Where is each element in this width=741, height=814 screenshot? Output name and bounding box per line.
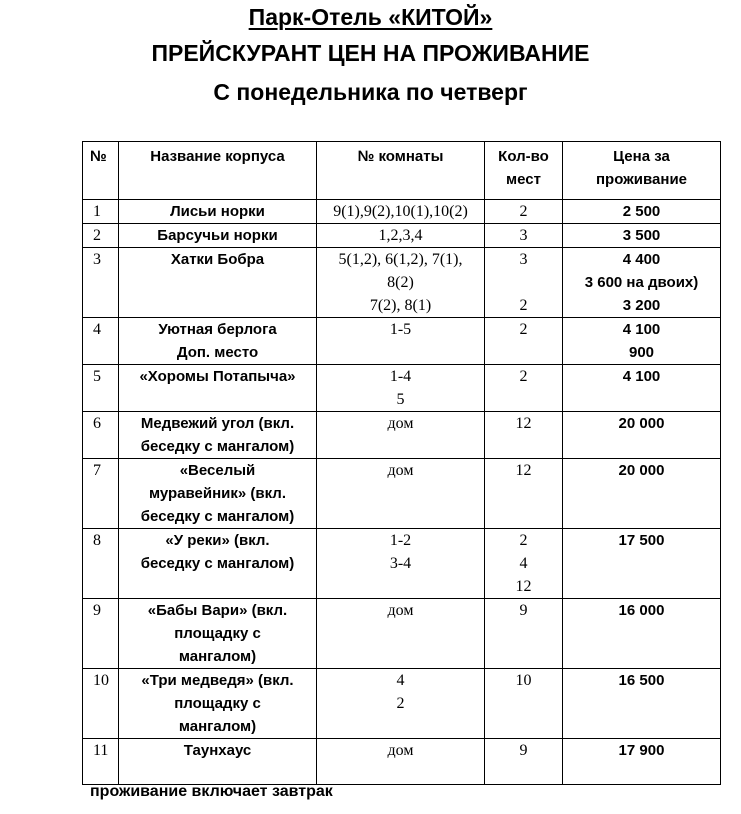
room-numbers-line: 5 xyxy=(396,391,405,408)
places-line: 12 xyxy=(515,578,532,595)
building-name-line: мангалом) xyxy=(178,648,257,665)
row-number: 8 xyxy=(83,529,119,599)
building-name: Барсучьи норки xyxy=(119,224,317,248)
building-name xyxy=(119,412,317,459)
row-number: 5 xyxy=(83,365,119,412)
table-row xyxy=(83,739,721,785)
places-line: 3 xyxy=(519,251,528,268)
price: 16 500 xyxy=(563,669,721,739)
price: 20 000 xyxy=(563,459,721,529)
places-count: 10 xyxy=(485,669,563,739)
building-name-line: площадку с xyxy=(174,625,261,642)
price-table xyxy=(82,141,721,785)
room-numbers xyxy=(317,365,485,412)
col-header-number: № xyxy=(83,142,119,200)
building-name: Таунхаус xyxy=(119,739,317,785)
price: 16 000 xyxy=(563,599,721,669)
places-count xyxy=(485,529,563,599)
room-numbers xyxy=(317,248,485,318)
building-name-line: мангалом) xyxy=(178,718,257,735)
building-name: «Хоромы Потапыча» xyxy=(119,365,317,412)
building-name-line: «Бабы Вари» (вкл. xyxy=(147,602,288,619)
building-name: Лисьи норки xyxy=(119,200,317,224)
room-numbers: дом xyxy=(317,412,485,459)
table-row xyxy=(83,318,721,365)
room-numbers-line: 4 xyxy=(396,672,405,689)
row-number: 3 xyxy=(83,248,119,318)
table-row xyxy=(83,248,721,318)
room-numbers: 1,2,3,4 xyxy=(317,224,485,248)
places-count xyxy=(485,248,563,318)
table-header-row xyxy=(83,142,721,200)
room-numbers xyxy=(317,669,485,739)
price: 17 900 xyxy=(563,739,721,785)
col-header-rooms: № комнаты xyxy=(317,142,485,200)
building-name-line: «У реки» (вкл. xyxy=(165,532,270,549)
building-name-line: муравейник» (вкл. xyxy=(148,485,287,502)
row-number: 9 xyxy=(83,599,119,669)
price-line: 3 600 на двоих) xyxy=(584,274,699,291)
price xyxy=(563,248,721,318)
col-header-price: Цена за проживание xyxy=(563,142,721,200)
building-name-line: площадку с xyxy=(174,695,261,712)
row-number: 1 xyxy=(83,200,119,224)
price: 17 500 xyxy=(563,529,721,599)
places-count: 2 xyxy=(485,318,563,365)
building-name xyxy=(119,529,317,599)
building-name-line: Медвежий угол (вкл. xyxy=(140,415,295,432)
row-number: 4 xyxy=(83,318,119,365)
places-count: 12 xyxy=(485,412,563,459)
row-number: 2 xyxy=(83,224,119,248)
price xyxy=(563,318,721,365)
price-line: 900 xyxy=(628,344,655,361)
price-line: 3 200 xyxy=(622,297,661,314)
building-name-line: Уютная берлога xyxy=(158,321,277,338)
building-name-line: беседку с мангалом) xyxy=(140,555,295,572)
building-name-line: «Три медведя» (вкл. xyxy=(141,672,294,689)
room-numbers-line: 1-4 xyxy=(389,368,412,385)
places-count: 3 xyxy=(485,224,563,248)
room-numbers: дом xyxy=(317,739,485,785)
room-numbers-line: 1-2 xyxy=(389,532,412,549)
table-row xyxy=(83,224,721,248)
col-header-places: Кол-во мест xyxy=(485,142,563,200)
room-numbers-line: 8(2) xyxy=(387,274,414,291)
table-row xyxy=(83,412,721,459)
building-name xyxy=(119,599,317,669)
places-line: 2 xyxy=(519,297,528,314)
hotel-title: Парк-Отель «КИТОЙ» xyxy=(248,4,493,30)
places-count: 9 xyxy=(485,739,563,785)
table-row xyxy=(83,365,721,412)
room-numbers-line: 3-4 xyxy=(389,555,412,572)
table-row xyxy=(83,599,721,669)
building-name xyxy=(119,318,317,365)
building-name xyxy=(119,459,317,529)
price: 3 500 xyxy=(563,224,721,248)
row-number: 6 xyxy=(83,412,119,459)
places-count: 2 xyxy=(485,200,563,224)
room-numbers: 1-5 xyxy=(317,318,485,365)
period-title: С понедельника по четверг xyxy=(213,79,528,105)
price-line: 4 100 xyxy=(622,321,661,338)
places-count: 12 xyxy=(485,459,563,529)
room-numbers-line: 7(2), 8(1) xyxy=(369,297,432,314)
building-name-line: беседку с мангалом) xyxy=(140,438,295,455)
building-name-line: беседку с мангалом) xyxy=(140,508,295,525)
places-count: 2 xyxy=(485,365,563,412)
row-number: 10 xyxy=(83,669,119,739)
room-numbers-line: 5(1,2), 6(1,2), 7(1), xyxy=(338,251,463,268)
price: 4 100 xyxy=(563,365,721,412)
col-header-building: Название корпуса xyxy=(119,142,317,200)
table-row xyxy=(83,669,721,739)
price: 2 500 xyxy=(563,200,721,224)
price-line: 4 400 xyxy=(622,251,661,268)
table-row xyxy=(83,200,721,224)
row-number: 7 xyxy=(83,459,119,529)
price: 20 000 xyxy=(563,412,721,459)
room-numbers: дом xyxy=(317,599,485,669)
room-numbers: дом xyxy=(317,459,485,529)
building-name: Хатки Бобра xyxy=(119,248,317,318)
price-list-title: ПРЕЙСКУРАНТ ЦЕН НА ПРОЖИВАНИЕ xyxy=(151,40,590,66)
building-name-line: «Веселый xyxy=(179,462,256,479)
room-numbers xyxy=(317,529,485,599)
room-numbers-line: 2 xyxy=(396,695,405,712)
building-name-line: Доп. место xyxy=(176,344,259,361)
row-number: 11 xyxy=(83,739,119,785)
building-name xyxy=(119,669,317,739)
breakfast-note: проживание включает завтрак xyxy=(90,783,333,800)
room-numbers: 9(1),9(2),10(1),10(2) xyxy=(317,200,485,224)
places-line: 4 xyxy=(519,555,528,572)
table-row xyxy=(83,459,721,529)
places-line: 2 xyxy=(519,532,528,549)
table-row xyxy=(83,529,721,599)
places-count: 9 xyxy=(485,599,563,669)
